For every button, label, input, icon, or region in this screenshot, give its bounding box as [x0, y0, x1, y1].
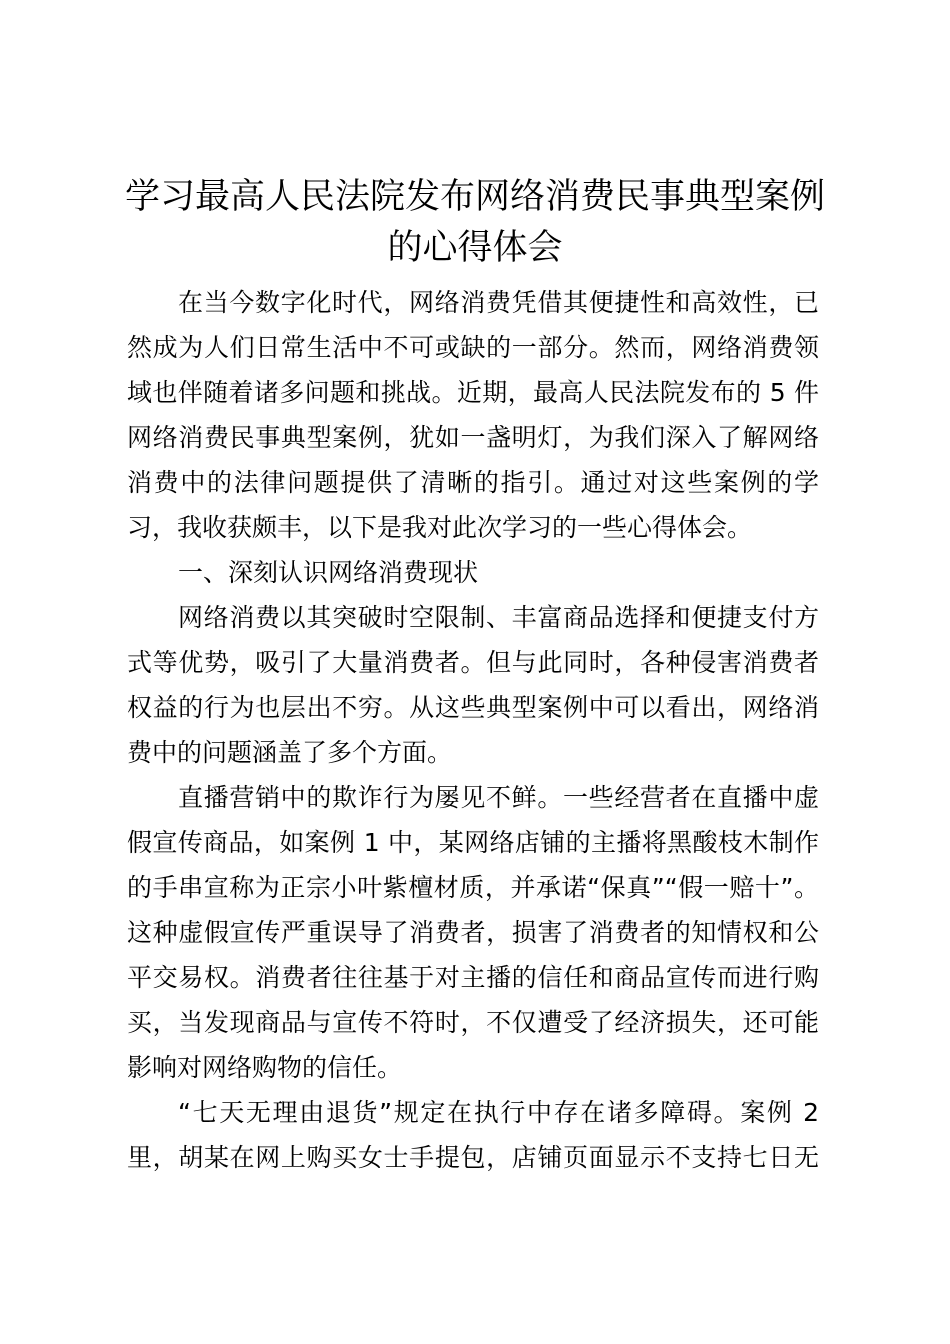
text-line: 费中的问题涵盖了多个方面。: [127, 738, 453, 767]
text-line: 网络消费民事典型案例，犹如一盏明灯，为我们深入了解网络: [127, 423, 819, 452]
text-line: 里，胡某在网上购买女士手提包，店铺页面显示不支持七日无: [127, 1143, 819, 1172]
document-body: [127, 280, 819, 1180]
text-line: 式等优势，吸引了大量消费者。但与此同时，各种侵害消费者: [127, 648, 819, 677]
text-line: 直播营销中的欺诈行为屡见不鲜。一些经营者在直播中虚: [178, 783, 819, 812]
text-line: 网络消费以其突破时空限制、丰富商品选择和便捷支付方: [178, 603, 819, 632]
text-line: “七天无理由退货”规定在执行中存在诸多障碍。案例 2: [178, 1098, 819, 1127]
title-line-2: 的心得体会: [387, 228, 563, 268]
text-line: 买，当发现商品与宣传不符时，不仅遭受了经济损失，还可能: [127, 1008, 819, 1037]
text-line: 假宣传商品，如案例 1 中，某网络店铺的主播将黑酸枝木制作: [127, 828, 819, 857]
text-line: 域也伴随着诸多问题和挑战。近期，最高人民法院发布的 5 件: [127, 378, 819, 407]
title-line-1: 学习最高人民法院发布网络消费民事典型案例: [124, 177, 825, 217]
text-line: 影响对网络购物的信任。: [127, 1053, 403, 1082]
text-line: 消费中的法律问题提供了清晰的指引。通过对这些案例的学: [127, 468, 819, 497]
text-line: 一、深刻认识网络消费现状: [178, 558, 479, 587]
document-title: [110, 172, 840, 274]
text-line: 这种虚假宣传严重误导了消费者，损害了消费者的知情权和公: [127, 918, 819, 947]
text-line: 的手串宣称为正宗小叶紫檀材质，并承诺“保真”“假一赔十”。: [127, 873, 819, 902]
text-line: 权益的行为也层出不穷。从这些典型案例中可以看出，网络消: [127, 693, 819, 722]
text-line: 在当今数字化时代，网络消费凭借其便捷性和高效性，已: [178, 288, 819, 317]
text-line: 习，我收获颇丰，以下是我对此次学习的一些心得体会。: [127, 513, 753, 542]
text-line: 平交易权。消费者往往基于对主播的信任和商品宣传而进行购: [127, 963, 819, 992]
text-line: 然成为人们日常生活中不可或缺的一部分。然而，网络消费领: [127, 333, 819, 362]
